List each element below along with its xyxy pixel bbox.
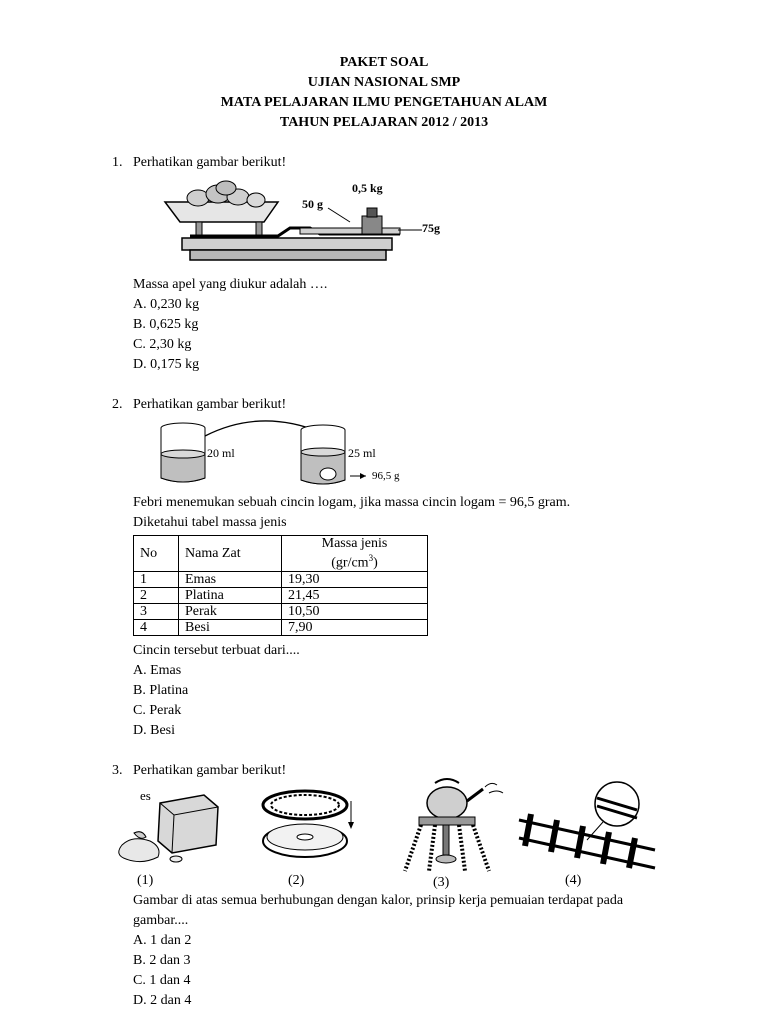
cell-no: 3 <box>134 603 179 619</box>
cell-nama: Platina <box>179 587 282 603</box>
cell-nama: Perak <box>179 603 282 619</box>
q3-option-d[interactable]: D. 2 dan 4 <box>133 993 192 1008</box>
q2-question: Cincin tersebut terbuat dari.... <box>133 643 300 658</box>
title-mapel: MATA PELAJARAN ILMU PENGETAHUAN ALAM <box>220 95 548 110</box>
fig-label-2: (2) <box>288 873 305 888</box>
title-paket-soal: PAKET SOAL <box>339 55 429 70</box>
q2-option-a[interactable]: A. Emas <box>133 663 182 678</box>
label-50g: 50 g <box>302 197 323 211</box>
q1-prompt: Perhatikan gambar berikut! <box>133 155 287 170</box>
q1-option-d[interactable]: D. 0,175 kg <box>133 357 200 372</box>
cell-nama: Besi <box>179 619 282 635</box>
q2-option-c[interactable]: C. Perak <box>133 703 182 718</box>
q1-number: 1. <box>112 155 123 170</box>
cell-massa: 10,50 <box>282 603 428 619</box>
density-table <box>133 535 428 636</box>
balance-scale-figure <box>160 180 460 265</box>
q2-prompt: Perhatikan gambar berikut! <box>133 397 287 412</box>
q1-option-b[interactable]: B. 0,625 kg <box>133 317 199 332</box>
railway-tracks-figure <box>517 780 657 872</box>
table-row <box>134 603 428 619</box>
title-ujian: UJIAN NASIONAL SMP <box>307 75 461 90</box>
mass-label: 96,5 g <box>372 470 400 482</box>
header-massa-jenis <box>282 536 428 572</box>
cell-nama: Emas <box>179 571 282 587</box>
header-unit-exp: 3 <box>368 553 374 563</box>
q1-option-c[interactable]: C. 2,30 kg <box>133 337 192 352</box>
q3-option-b[interactable]: B. 2 dan 3 <box>133 953 191 968</box>
cell-massa: 19,30 <box>282 571 428 587</box>
table-row <box>134 587 428 603</box>
header-no: No <box>134 536 179 572</box>
label-75g: 75g <box>422 221 440 235</box>
cell-no: 2 <box>134 587 179 603</box>
kettle-burner-figure <box>385 775 515 875</box>
q2-text1: Febri menemukan sebuah cincin logam, jika massa cincin logam = 96,5 gram. <box>133 495 571 510</box>
q1-option-a[interactable]: A. 0,230 kg <box>133 297 200 312</box>
table-header-row <box>134 536 428 572</box>
fig-label-3: (3) <box>433 875 450 890</box>
vol-20ml: 20 ml <box>207 446 235 460</box>
label-05kg: 0,5 kg <box>352 181 383 195</box>
cell-massa: 21,45 <box>282 587 428 603</box>
table-row <box>134 619 428 635</box>
fig-label-1: (1) <box>137 873 154 888</box>
vol-25ml: 25 ml <box>348 446 376 460</box>
q3-option-c[interactable]: C. 1 dan 4 <box>133 973 191 988</box>
es-label: es <box>140 788 151 803</box>
cell-no: 1 <box>134 571 179 587</box>
title-tahun: TAHUN PELAJARAN 2012 / 2013 <box>279 115 489 130</box>
q2-number: 2. <box>112 397 123 412</box>
q3-number: 3. <box>112 763 123 778</box>
q3-question-line1: Gambar di atas semua berhubungan dengan kalor, prinsip kerja pemuaian terdapat pada <box>133 893 624 908</box>
fig-label-4: (4) <box>565 873 582 888</box>
header-massa-jenis-label: Massa jenis <box>321 536 388 551</box>
cell-no: 4 <box>134 619 179 635</box>
q2-option-b[interactable]: B. Platina <box>133 683 189 698</box>
header-nama-zat: Nama Zat <box>179 536 282 572</box>
header-unit-close: ) <box>373 555 378 571</box>
q3-question-line2: gambar.... <box>133 913 189 928</box>
table-row <box>134 571 428 587</box>
q2-text2: Diketahui tabel massa jenis <box>133 515 287 530</box>
q2-option-d[interactable]: D. Besi <box>133 723 175 738</box>
wheel-rim-figure <box>255 785 365 870</box>
cell-massa: 7,90 <box>282 619 428 635</box>
q3-option-a[interactable]: A. 1 dan 2 <box>133 933 192 948</box>
q3-prompt: Perhatikan gambar berikut! <box>133 763 287 778</box>
melting-ice-figure <box>112 785 222 870</box>
header-unit-base: (gr/cm <box>331 555 369 571</box>
q1-question: Massa apel yang diukur adalah …. <box>133 277 328 292</box>
